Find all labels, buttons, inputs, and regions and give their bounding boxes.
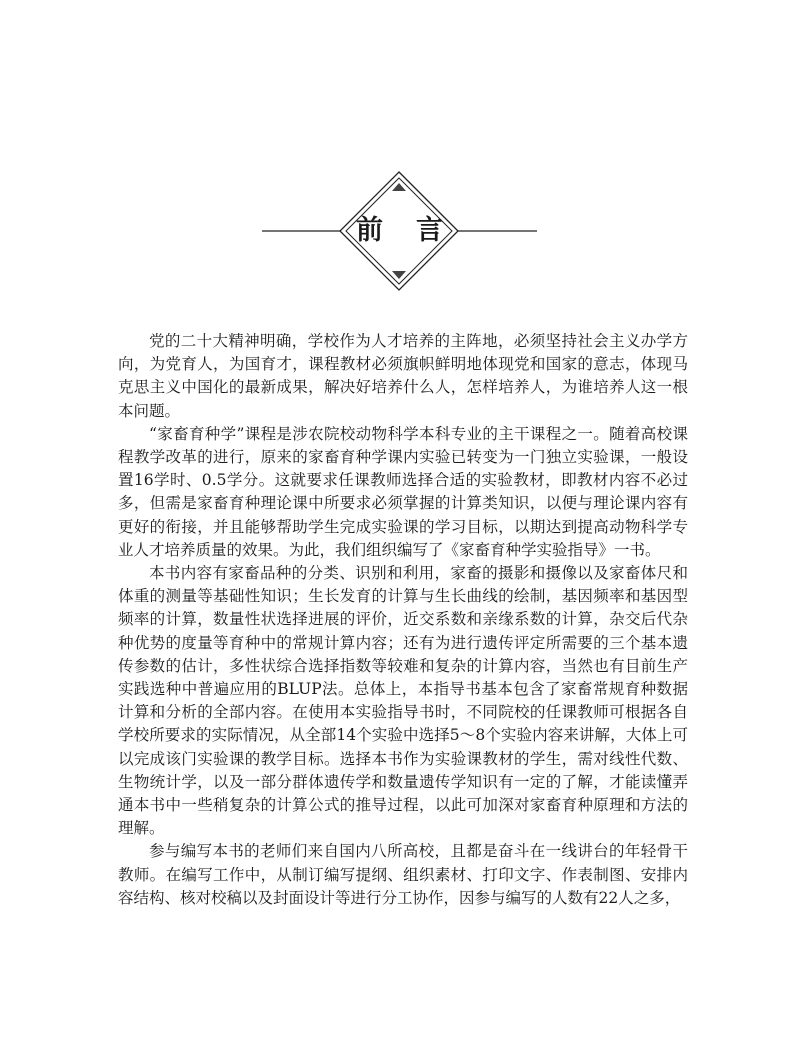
paragraph-2: “家畜育种学”课程是涉农院校动物科学本科专业的主干课程之一。随着高校课程教学改革的进行，原来的家畜育种学课内实验已转变为一门独立实验课，一般设置16学时、0.5学分。这就要求任课教师选择合适的实验教材，即教材内容不必过多，但需是家畜育种理论课中所要求必须掌握的计算类知识，以便与理论课内容有更好的衔接，并且能够帮助学生完成实验课的学习目标，以期达到提高动物科学专业人才培养质量的效果。为此，我们组织编写了《家畜育种学实验指导》一书。 — [118, 424, 688, 559]
paragraph-3: 本书内容有家畜品种的分类、识别和利用，家畜的摄影和摄像以及家畜体尺和体重的测量等基础性知识；生长发育的计算与生长曲线的绘制，基因频率和基因型频率的计算，数量性状选择进展的评价，近交系数和亲缘系数的计算，杂交后代杂种优势的度量等育种中的常规计算内容；还有为进行遗传评定所需要的三个基本遗传参数的估计，多性状综合选择指数等较难和复杂的计算内容，当然也有目前生产实践选种中普遍应用的BLUP法。总体上，本指导书基本包含了家畜常规育种数据计算和分析的全部内容。在使用本实验指导书时，不同院校的任课教师可根据各自学校所要求的实际情况，从全部14个实验中选择5～8个实验内容来讲解，大体上可以完成该门实验课的教学目标。选择本书作为实验课教材的学生，需对线性代数、生物统计学，以及一部分群体遗传学和数量遗传学知识有一定的了解，才能读懂弄通本书中一些稍复杂的计算公式的推导过程，以此可加深对家畜育种原理和方法的理解。 — [118, 564, 688, 838]
title-char-qian: 前 — [356, 215, 383, 246]
title-char-yan: 言 — [416, 215, 443, 246]
paragraph-1: 党的二十大精神明确，学校作为人才培养的主阵地，必须坚持社会主义办学方向，为党育人，为国育才，课程教材必须旗帜鲜明地体现党和国家的意志，体现马克思主义中国化的最新成果，解决好培养什么人，怎样培养人，为谁培养人这一根本问题。 — [118, 332, 688, 420]
paragraph-4: 参与编写本书的老师们来自国内八所高校，且都是奋斗在一线讲台的年轻骨干教师。在编写工作中，从制订编写提纲、组织素材、打印文字、作表制图、安排内容结构、核对校稿以及封面设计等进行分工协作，因参与编写的人数有22人之多， — [118, 842, 688, 907]
preface-body — [118, 330, 688, 910]
